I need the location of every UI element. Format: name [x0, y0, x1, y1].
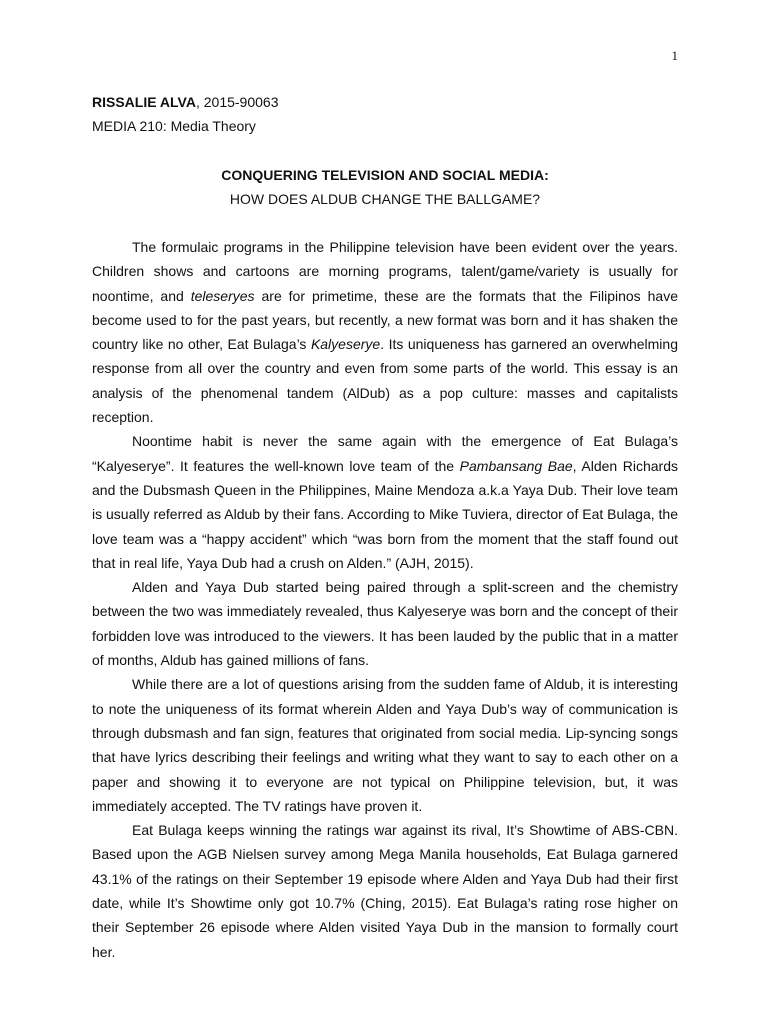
- author-name: RISSALIE ALVA: [92, 94, 196, 110]
- body-paragraph: [92, 429, 678, 575]
- paragraph-text: . Its uniqueness has garnered an overwhelming response from all over the country and even from some parts of the world. This essay is an analysis of the phenomenal tandem (AlDub) as a pop culture: masses and capitalists reception.: [92, 336, 678, 426]
- paragraph-text: , Alden Richards and the Dubsmash Queen in the Philippines, Maine Mendoza a.k.a Yaya Dub. Their love team is usually referred as Aldub by their fans. According to Mike Tuviera, director of Eat Bulaga, the love team was a “happy accident” which “was born from the moment that the staff found out that in real life, Yaya Dub had a crush on Alden.” (AJH, 2015).: [92, 457, 678, 571]
- document-header: [92, 90, 682, 138]
- page-number: 1: [671, 48, 678, 63]
- body-paragraph: [92, 672, 678, 818]
- paragraph-text: While there are a lot of questions arising from the sudden fame of Aldub, it is interesting to note the uniqueness of its format wherein Alden and Yaya Dub’s way of communication is through dubsmash and fan sign, features that originated from social media. Lip-syncing songs that have lyrics describing their feelings and writing what they want to say to each other on a paper and showing it to everyone are not typical on Philippine television, but, it was immediately accepted. The TV ratings have proven it.: [92, 676, 678, 814]
- title-line-1: CONQUERING TELEVISION AND SOCIAL MEDIA:: [221, 167, 549, 183]
- title-line-2: HOW DOES ALDUB CHANGE THE BALLGAME?: [229, 191, 541, 207]
- paragraph-text: Alden and Yaya Dub started being paired through a split-screen and the chemistry between the two was immediately revealed, thus Kalyeserye was born and the concept of their forbidden love was introduced to the viewers. It has been lauded by the public that in a matter of months, Aldub has gained millions of fans.: [92, 579, 678, 669]
- body-paragraph: [92, 818, 678, 964]
- course-line: MEDIA 210: Media Theory: [92, 118, 256, 134]
- italic-text: Kalyeserye: [310, 336, 381, 353]
- paragraph-text: The formulaic programs in the Philippine television have been evident over the years. Children shows and cartoons are morning programs, talent/game/variety is usually for noontime, and: [92, 239, 678, 304]
- body-paragraph: [92, 235, 678, 429]
- author-id: , 2015-90063: [195, 94, 279, 110]
- body-paragraph: [92, 575, 678, 672]
- paragraph-text: Eat Bulaga keeps winning the ratings war against its rival, It’s Showtime of ABS-CBN. Based upon the AGB Nielsen survey among Mega Manila households, Eat Bulaga garnered 43.1% of the ratings on their September 19 episode where Alden and Yaya Dub had their first date, while It’s Showtime only got 10.7% (Ching, 2015). Eat Bulaga’s rating rose higher on their September 26 episode where Alden visited Yaya Dub in the mansion to formally court her.: [92, 822, 678, 960]
- paragraph-text: Noontime habit is never the same again with the emergence of Eat Bulaga’s “Kalyeserye”. It features the well-known love team of the: [92, 433, 678, 474]
- author-line: [92, 90, 682, 114]
- italic-text: Pambansang Bae: [459, 457, 573, 474]
- essay-title: [92, 163, 678, 211]
- essay-body: [92, 235, 678, 964]
- italic-text: teleseryes: [190, 287, 255, 304]
- paragraph-text: are for primetime, these are the formats that the Filipinos have become used to for the past years, but recently, a new format was born and it has shaken the country like no other, Eat Bulaga’s: [92, 287, 678, 353]
